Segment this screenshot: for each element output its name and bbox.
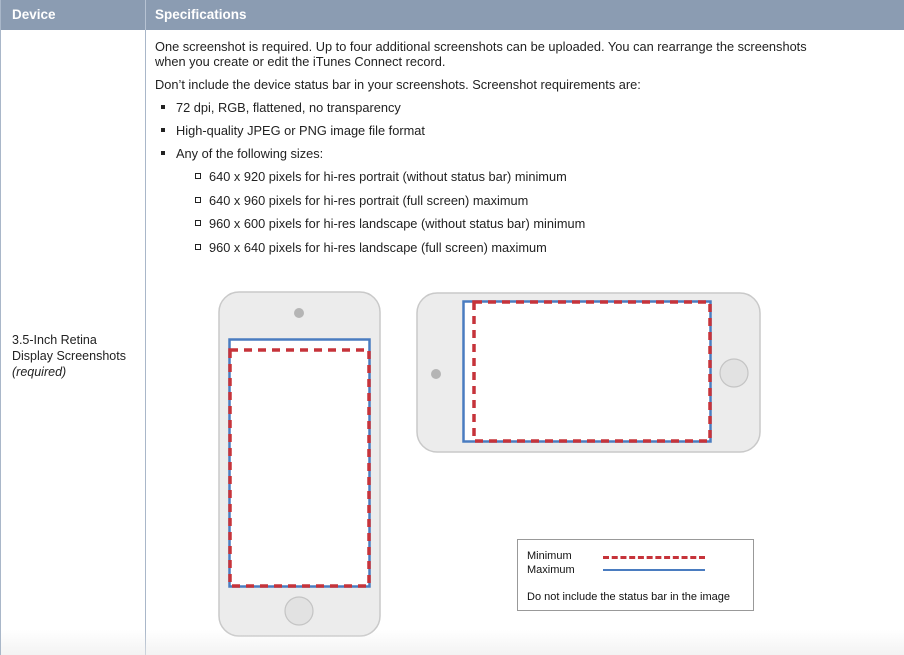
device-requirement: (required): [12, 365, 67, 379]
landscape-camera-icon: [431, 369, 441, 379]
header-specifications: Specifications: [155, 7, 247, 22]
spec-paragraph-1-line1: One screenshot is required. Up to four additional screenshots can be uploaded. You can rearrange the screenshots: [155, 39, 807, 54]
size-item: 640 x 960 pixels for hi-res portrait (full screen) maximum: [176, 193, 895, 208]
spec-paragraph-1-line2: when you create or edit the iTunes Connect record.: [155, 54, 446, 69]
size-item: 960 x 600 pixels for hi-res landscape (without status bar) minimum: [176, 216, 895, 231]
portrait-camera-icon: [294, 308, 304, 318]
landscape-device-illustration: [417, 293, 760, 452]
device-name-line1: 3.5-Inch Retina: [12, 333, 97, 347]
header-device: Device: [12, 7, 56, 22]
screenshot-diagram: [1, 0, 904, 655]
legend-maximum-label: Maximum: [527, 564, 575, 576]
list-item: 72 dpi, RGB, flattened, no transparency: [155, 100, 895, 115]
landscape-home-button-icon: [720, 359, 748, 387]
portrait-device-illustration: [219, 292, 380, 636]
landscape-maximum-frame: [464, 302, 711, 442]
portrait-maximum-frame: [230, 340, 370, 587]
size-item: 960 x 640 pixels for hi-res landscape (full screen) maximum: [176, 240, 895, 255]
legend-minimum-line: [603, 556, 705, 559]
size-item: 640 x 920 pixels for hi-res portrait (without status bar) minimum: [176, 169, 895, 184]
legend-minimum-label: Minimum: [527, 550, 572, 562]
list-item-text: Any of the following sizes:: [176, 146, 324, 161]
legend-maximum-line: [603, 569, 705, 571]
legend-note: Do not include the status bar in the image: [527, 591, 731, 603]
spec-paragraph-2: Don’t include the device status bar in your screenshots. Screenshot requirements are:: [155, 77, 641, 92]
portrait-home-button-icon: [285, 597, 313, 625]
device-name-line2: Display Screenshots: [12, 349, 126, 363]
list-item: High-quality JPEG or PNG image file format: [155, 123, 895, 138]
diagram-legend: [517, 539, 754, 611]
